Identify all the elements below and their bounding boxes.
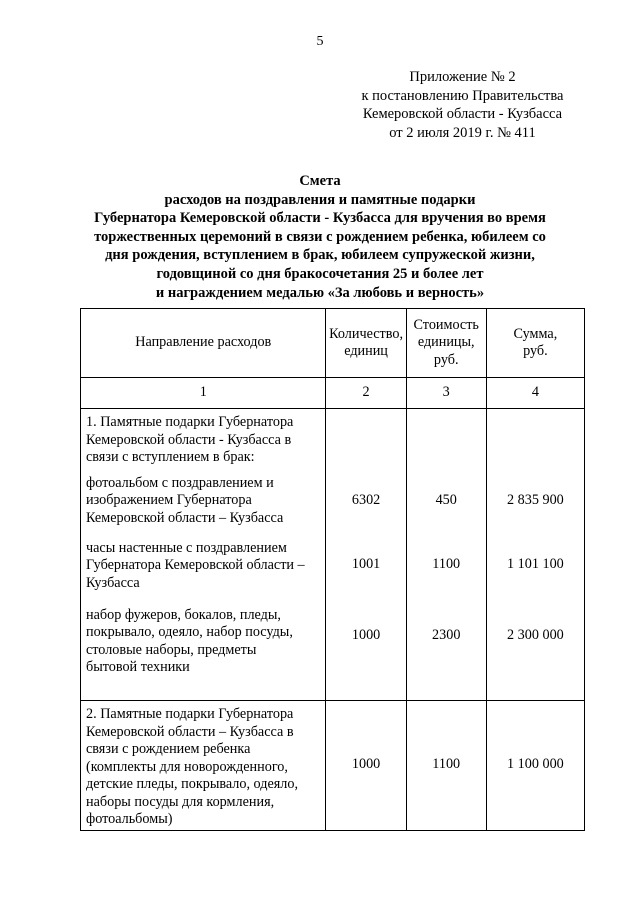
item-household-set-unit-cost: 2300	[432, 627, 461, 643]
section-2-quantity: 1000	[326, 701, 406, 831]
item-wall-clock-name: часы настенные с поздравлением Губернатора Кемеровской области – Кузбасса	[86, 539, 305, 591]
appendix-line: к постановлению Правительства	[361, 87, 564, 104]
table-row-section-1	[81, 409, 585, 701]
column-number: 2	[326, 378, 406, 409]
title-line: Смета	[299, 173, 341, 189]
title-line: и награждением медалью «За любовь и верность»	[155, 284, 485, 301]
appendix-line: Приложение № 2	[409, 69, 516, 85]
section-2-direction: 2. Памятные подарки Губернатора Кемеровской области – Кузбасса в связи с рождением ребенка (комплекты для новорожденного, детские пледы, покрывало, одеяло, наборы посуды для кормления, фотоальбомы)	[81, 701, 326, 831]
header-sum: Сумма, руб.	[486, 309, 584, 378]
item-photo-album-quantity: 6302	[351, 492, 381, 508]
appendix-line: Кемеровской области - Кузбасса	[362, 106, 563, 122]
item-photo-album-name: фотоальбом с поздравлением и изображением Губернатора Кемеровской области – Кузбасса	[86, 474, 284, 526]
title-line: Губернатора Кемеровской области - Кузбасса для вручения во время	[94, 210, 546, 227]
column-number: 3	[406, 378, 486, 409]
section-2-sum: 1 100 000	[486, 701, 584, 831]
section-1-direction	[81, 409, 326, 701]
section-2-unit-cost: 1100	[406, 701, 486, 831]
page-number: 5	[316, 34, 324, 49]
estimate-table	[80, 308, 585, 831]
header-unit-cost: Стоимость единицы, руб.	[406, 309, 486, 378]
section-1-heading: 1. Памятные подарки Губернатора Кемеровской области - Кузбасса в связи с вступлением в брак:	[86, 414, 294, 465]
title-line: годовщиной со дня бракосочетания 25 и более лет	[156, 265, 484, 282]
header-direction: Направление расходов	[81, 309, 326, 378]
section-1-unit-cost	[406, 409, 486, 701]
table-row-section-2	[81, 701, 585, 831]
column-number: 1	[81, 378, 326, 409]
title-line: дня рождения, вступлением в брак, юбилеем супружеской жизни,	[105, 247, 535, 264]
item-wall-clock-quantity: 1001	[351, 555, 381, 572]
item-wall-clock-sum: 1 101 100	[507, 555, 564, 572]
item-photo-album-unit-cost: 450	[435, 492, 457, 508]
appendix-line: от 2 июля 2019 г. № 411	[389, 124, 536, 141]
section-1-quantity	[326, 409, 406, 701]
appendix-block	[340, 68, 585, 142]
item-household-set-sum: 2 300 000	[507, 627, 564, 643]
item-wall-clock-unit-cost: 1100	[432, 555, 461, 572]
document-title	[60, 172, 580, 302]
header-quantity: Количество, единиц	[326, 309, 406, 378]
section-1-sum	[486, 409, 584, 701]
title-line: торжественных церемоний в связи с рождением ребенка, юбилеем со	[94, 228, 546, 245]
column-number: 4	[486, 378, 584, 409]
table-header-row	[81, 309, 585, 378]
column-number-row	[81, 378, 585, 409]
item-household-set-name: набор фужеров, бокалов, пледы, покрывало, одеяло, набор посуды, столовые наборы, предметы бытовой техники	[86, 606, 293, 675]
title-line: расходов на поздравления и памятные подарки	[164, 191, 476, 208]
item-photo-album-sum: 2 835 900	[507, 492, 564, 508]
item-household-set-quantity: 1000	[351, 627, 381, 643]
